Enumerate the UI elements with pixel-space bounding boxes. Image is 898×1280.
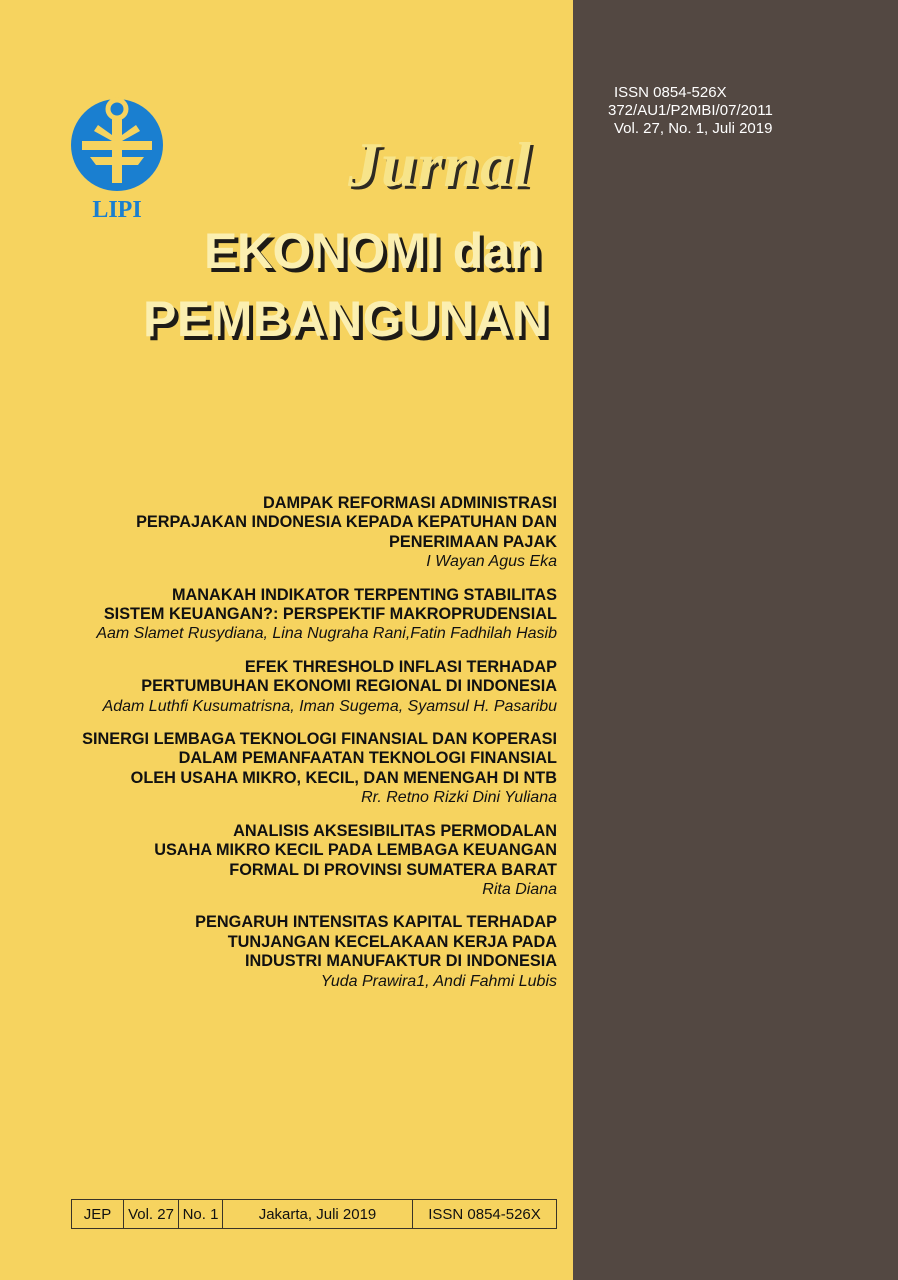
article-list xyxy=(30,494,557,1005)
footer-issn: ISSN 0854-526X xyxy=(428,1205,541,1223)
footer-volume: Vol. 27 xyxy=(124,1200,179,1228)
footer-place-date: Jakarta, Juli 2019 xyxy=(223,1200,413,1228)
article-title-line: SISTEM KEUANGAN?: PERSPEKTIF MAKROPRUDENSIAL xyxy=(103,605,557,624)
article-title-line: TUNJANGAN KECELAKAAN KERJA PADA xyxy=(227,932,557,951)
article-title-line: PENERIMAAN PAJAK xyxy=(389,532,557,551)
article-title-line: EFEK THRESHOLD INFLASI TERHADAP xyxy=(244,657,557,676)
footer-journal-abbr: JEP xyxy=(72,1200,124,1228)
article-item xyxy=(30,822,557,900)
article-authors: Rr. Retno Rizki Dini Yuliana xyxy=(361,789,557,807)
article-authors: Aam Slamet Rusydiana, Lina Nugraha Rani,Fatin Fadhilah Hasib xyxy=(96,625,557,643)
registration-number: 372/AU1/P2MBI/07/2011 xyxy=(608,102,773,119)
article-item xyxy=(30,658,557,716)
article-authors: Adam Luthfi Kusumatrisna, Iman Sugema, Syamsul H. Pasaribu xyxy=(102,697,557,715)
article-title-line: MANAKAH INDIKATOR TERPENTING STABILITAS xyxy=(171,585,557,604)
article-item xyxy=(30,730,557,808)
article-authors: Yuda Prawira1, Andi Fahmi Lubis xyxy=(320,972,557,990)
volume-info: Vol. 27, No. 1, Juli 2019 xyxy=(614,120,773,137)
article-item xyxy=(30,494,557,572)
article-title-line: PERPAJAKAN INDONESIA KEPADA KEPATUHAN DAN xyxy=(136,513,557,532)
article-title-line: FORMAL DI PROVINSI SUMATERA BARAT xyxy=(229,860,557,879)
article-title-line: PERTUMBUHAN EKONOMI REGIONAL DI INDONESIA xyxy=(141,677,557,696)
article-title-line: SINERGI LEMBAGA TEKNOLOGI FINANSIAL DAN KOPERASI xyxy=(82,730,557,749)
footer-number: No. 1 xyxy=(179,1200,223,1228)
article-authors: I Wayan Agus Eka xyxy=(426,553,557,571)
article-authors: Rita Diana xyxy=(482,880,557,898)
article-item xyxy=(30,586,557,644)
article-item xyxy=(30,913,557,991)
lipi-label: LIPI xyxy=(92,197,142,223)
article-title-line: PENGARUH INTENSITAS KAPITAL TERHADAP xyxy=(195,913,557,932)
lipi-logo xyxy=(68,95,166,229)
article-title-line: OLEH USAHA MIKRO, KECIL, DAN MENENGAH DI NTB xyxy=(130,768,557,787)
article-title-line: ANALISIS AKSESIBILITAS PERMODALAN xyxy=(233,821,557,840)
masthead-title-line-1: EKONOMI dan xyxy=(204,223,541,279)
article-title-line: DAMPAK REFORMASI ADMINISTRASI xyxy=(263,494,557,512)
article-title-line: USAHA MIKRO KECIL PADA LEMBAGA KEUANGAN xyxy=(154,841,557,860)
issn-number: ISSN 0854-526X xyxy=(614,84,727,101)
cover-right-panel xyxy=(573,0,898,1280)
masthead-jurnal: Jurnal xyxy=(348,129,532,200)
footer-info-bar xyxy=(71,1199,557,1229)
issn-block xyxy=(608,84,773,138)
lipi-emblem-icon xyxy=(68,95,166,193)
article-title-line: INDUSTRI MANUFAKTUR DI INDONESIA xyxy=(244,952,557,971)
article-title-line: DALAM PEMANFAATAN TEKNOLOGI FINANSIAL xyxy=(178,749,557,768)
masthead-title-line-2: PEMBANGUNAN xyxy=(143,291,549,347)
